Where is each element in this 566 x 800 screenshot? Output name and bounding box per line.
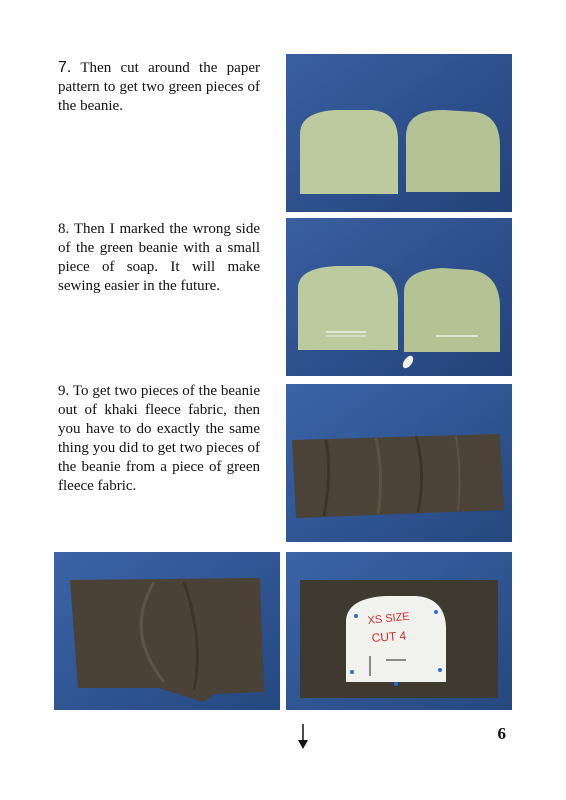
photo-pattern-on-fabric-image <box>286 552 512 710</box>
step-9-number: 9. <box>58 383 70 399</box>
photo-marked-pieces <box>286 218 512 376</box>
pattern-label-cut: CUT 4 <box>371 628 407 645</box>
step-7-number: 7. <box>58 59 72 76</box>
step-9-body: To get two pieces of the beanie out of khaki fleece fabric, then you have to do exactly the same thing you did to get two pieces of the beanie from a piece of green fleece fabric. <box>58 383 260 494</box>
photo-green-pieces <box>286 54 512 212</box>
step-8-number: 8. <box>58 221 70 237</box>
step-8-text <box>58 220 260 296</box>
step-8-body: Then I marked the wrong side of the green beanie with a small piece of soap. It will make sewing easier in the future. <box>58 221 260 294</box>
photo-marked-pieces-image <box>286 218 512 376</box>
photo-green-pieces-image <box>286 54 512 212</box>
photo-khaki-fabric-image <box>286 384 512 542</box>
page-number: 6 <box>497 724 506 743</box>
photo-folded-fabric <box>54 552 280 710</box>
step-7-body: Then cut around the paper pattern to get two green pieces of the beanie. <box>58 60 260 114</box>
photo-khaki-fabric <box>286 384 512 542</box>
pattern-label-size: XS SIZE <box>367 610 411 627</box>
step-7-text <box>58 58 260 116</box>
down-arrow-icon <box>296 724 310 750</box>
photo-folded-fabric-image <box>54 552 280 710</box>
photo-pattern-on-fabric <box>286 552 512 710</box>
step-9-text <box>58 382 260 496</box>
